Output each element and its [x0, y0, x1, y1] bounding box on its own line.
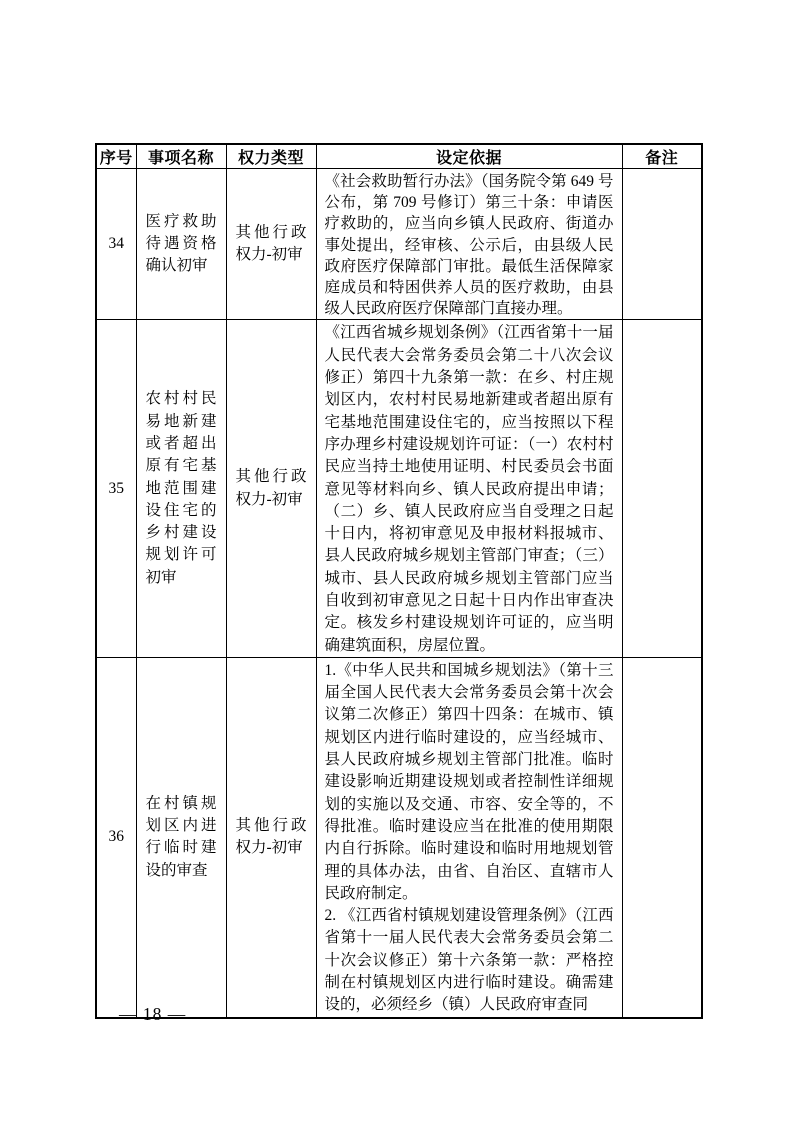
row35-basis-paragraph: 《江西省城乡规划条例》（江西省第十一届人民代表大会常务委员会第二十八次会议修正）第四十九条第一款：在乡、村庄规划区内，农村村民易地新建或者超出原有宅基地范围建设住宅的，应当按照以下程序办理乡村建设规划许可证：（一）农村村民应当持土地使用证明、村民委员会书面意见等材料向乡、镇人民政府提出申请；（二）乡、镇人民政府应当自受理之日起十日内，将初审意见及申报材料报城市、县人民政府城乡规划主管部门审查；（三）城市、县人民政府城乡规划主管部门应当自收到初审意见之日起十日内作出审查决定。核发乡村建设规划许可证的，应当明确建筑面积，房屋位置。 — [324, 324, 614, 654]
row36-item-name-text: 在村镇规划区内进行临时建设的审查 — [145, 794, 217, 879]
row35-item-name-text: 农村村民易地新建或者超出原有宅基地范围建设住宅的乡村建设规划许可初审 — [145, 390, 217, 586]
row36-legal-basis — [316, 657, 622, 1017]
row34-legal-basis — [316, 169, 622, 320]
row36-serial-number: 36 — [96, 657, 136, 1017]
row34-power-type-text: 其他行政权力-初审 — [235, 223, 307, 264]
row34-item-name-text: 医疗救助待遇资格确认初审 — [145, 212, 217, 275]
row36-item-name — [136, 657, 226, 1017]
row35-power-type — [226, 320, 316, 657]
table-row — [96, 657, 702, 1017]
header-serial-number: 序号 — [96, 144, 136, 169]
row35-remark — [622, 320, 702, 657]
row34-item-name — [136, 169, 226, 320]
row35-power-type-text: 其他行政权力-初审 — [235, 468, 307, 508]
table-row — [96, 320, 702, 657]
row35-legal-basis — [316, 320, 622, 657]
row36-basis-paragraph-2: 2. 《江西省村镇规划建设管理条例》（江西省第十一届人民代表大会常务委员会第二十次会议修正）第十六条第一款：严格控制在村镇规划区内进行临时建设。确需建设的，必须经乡（镇）人民政府审查同 — [324, 907, 614, 1014]
row34-power-type — [226, 169, 316, 320]
header-remarks: 备注 — [622, 144, 702, 169]
page-number: — 18 — — [119, 1004, 187, 1024]
power-items-table — [95, 143, 703, 1019]
row36-power-type — [226, 657, 316, 1017]
header-legal-basis: 设定依据 — [316, 144, 622, 169]
row34-basis-paragraph: 《社会救助暂行办法》（国务院令第 649 号公布，第 709 号修订）第三十条：申请医疗救助的，应当向乡镇人民政府、街道办事处提出，经审核、公示后，由县级人民政府医疗保障部门审批。最低生活保障家庭成员和特困供养人员的医疗救助，由县级人民政府医疗保障部门直接办理。 — [324, 173, 614, 318]
table-row — [96, 169, 702, 320]
row35-item-name — [136, 320, 226, 657]
row36-remark — [622, 657, 702, 1017]
header-item-name: 事项名称 — [136, 144, 226, 169]
row35-serial-number: 35 — [96, 320, 136, 657]
row36-basis-paragraph-1: 1.《中华人民共和国城乡规划法》（第十三届全国人民代表大会常务委员会第十次会议第二次修正）第四十四条：在城市、镇规划区内进行临时建设的，应当经城市、县人民政府城乡规划主管部门批准。临时建设影响近期建设规划或者控制性详细规划的实施以及交通、市容、安全等的，不得批准。临时建设应当在批准的使用期限内自行拆除。临时建设和临时用地规划管理的具体办法，由省、自治区、直辖市人民政府制定。 — [324, 661, 614, 902]
row34-serial-number: 34 — [96, 169, 136, 320]
header-power-type: 权力类型 — [226, 144, 316, 169]
row36-power-type-text: 其他行政权力-初审 — [235, 816, 307, 857]
table-header-row — [96, 144, 702, 169]
row34-remark — [622, 169, 702, 320]
